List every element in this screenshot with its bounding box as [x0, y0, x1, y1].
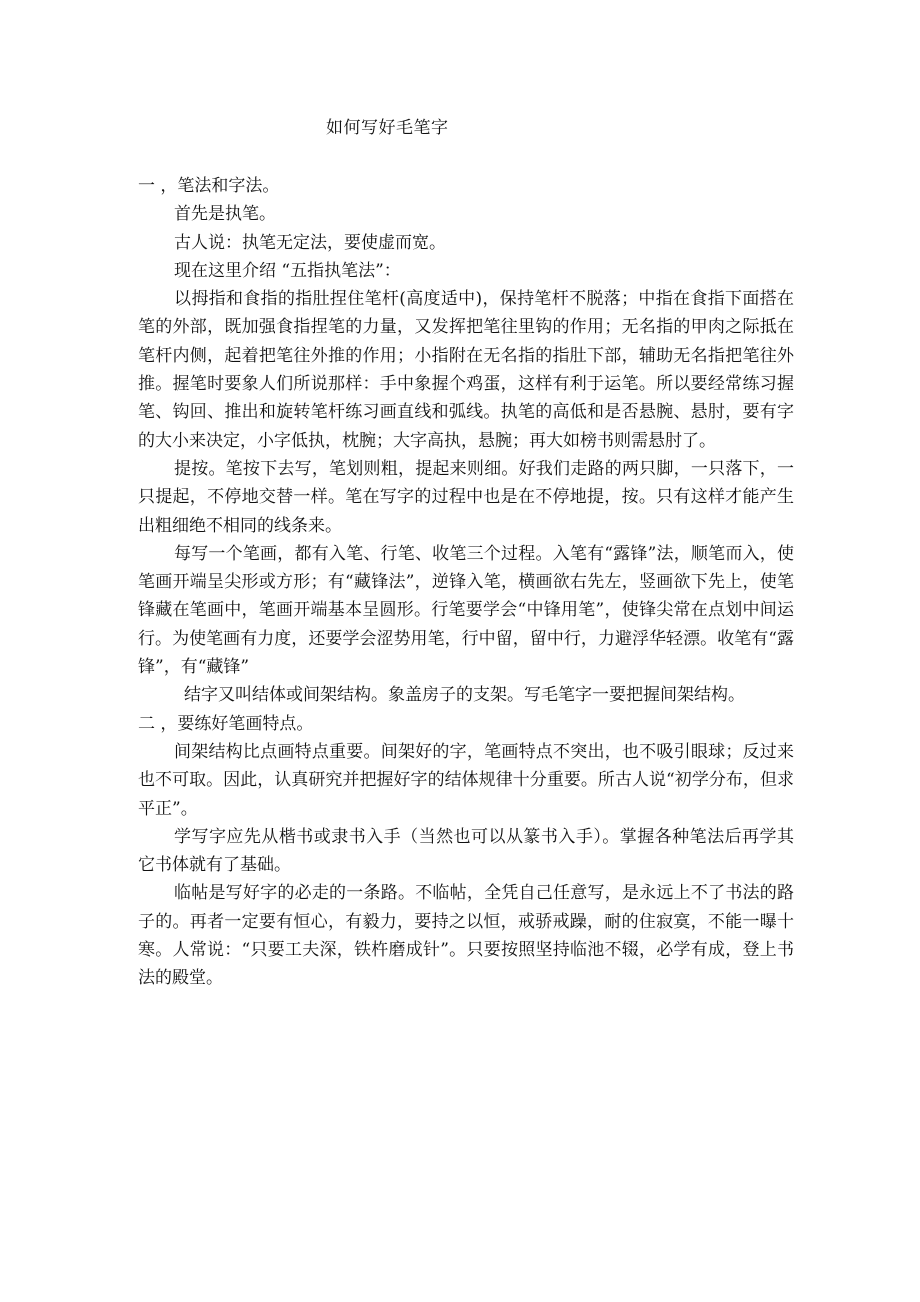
paragraph-start-script: 学写字应先从楷书或隶书入手（当然也可以从篆书入手）。掌握各种笔法后再学其它书体就有了基础。 — [138, 826, 794, 876]
section-heading-1: 一 ，笔法和字法。 — [138, 176, 280, 196]
section-heading-2: 二 ，要练好笔画特点。 — [138, 713, 314, 734]
document-title: 如何写好毛笔字 — [326, 118, 449, 138]
paragraph-five-finger-intro: 现在这里介绍 “五指执笔法”： — [174, 260, 401, 281]
paragraph-five-finger-method: 以拇指和食指的指肚捏住笔杆(高度适中)，保持笔杆不脱落；中指在食指下面搭在笔的外部，既加强食指捏笔的力量，又发挥把笔往里钩的作用；无名指的甲肉之际抵在笔杆内侧，起着把笔往外推的作用；小指附在无名指的指肚下部，辅助无名指把笔往外推。握笔时要象人们所说那样：手中象握个鸡蛋，这样有利于运笔。所以要经常练习握笔、钩回、推出和旋转笔杆练习画直线和弧线。执笔的高低和是否悬腕、悬肘，要有字的大小来决定，小字低执，枕腕；大字高执，悬腕；再大如榜书则需悬肘了。 — [138, 289, 794, 451]
paragraph-ancient-saying: 古人说：执笔无定法，要使虚而宽。 — [174, 232, 446, 253]
paragraph-holding-pen: 首先是执笔。 — [174, 204, 276, 225]
document-body — [138, 172, 794, 993]
paragraph-stroke-process: 每写一个笔画，都有入笔、行笔、收笔三个过程。入笔有“露锋”法，顺笔而入，使笔画开端呈尖形或方形；有“藏锋法”，逆锋入笔，横画欲右先左，竖画欲下先上，使笔锋藏在笔画中，笔画开端基本呈圆形。行笔要学会“中锋用笔”，使锋尖常在点划中间运行。为使笔画有力度，还要学会涩势用笔，行中留，留中行，力避浮华轻漂。收笔有“露锋”，有“藏锋” — [138, 543, 794, 678]
paragraph-structure: 结字又叫结体或间架结构。象盖房子的支架。写毛笔字一要把握间架结构。 — [184, 685, 745, 706]
paragraph-copying-practice: 临帖是写好字的必走的一条路。不临帖，全凭自己任意写，是永远上不了书法的路子的。再者一定要有恒心，有毅力，要持之以恒，戒骄戒躁，耐的住寂寞，不能一曝十寒。人常说：“只要工夫深，铁杵磨成针”。只要按照坚持临池不辍，必学有成，登上书法的殿堂。 — [138, 883, 794, 989]
paragraph-structure-importance: 间架结构比点画特点重要。间架好的字，笔画特点不突出，也不吸引眼球；反过来也不可取。因此，认真研究并把握好字的结体规律十分重要。所古人说“初学分布，但求平正”。 — [138, 741, 794, 819]
paragraph-lift-press: 提按。笔按下去写，笔划则粗，提起来则细。好我们走路的两只脚，一只落下，一只提起，不停地交替一样。笔在写字的过程中也是在不停地提，按。只有这样才能产生出粗细绝不相同的线条来。 — [138, 458, 794, 536]
